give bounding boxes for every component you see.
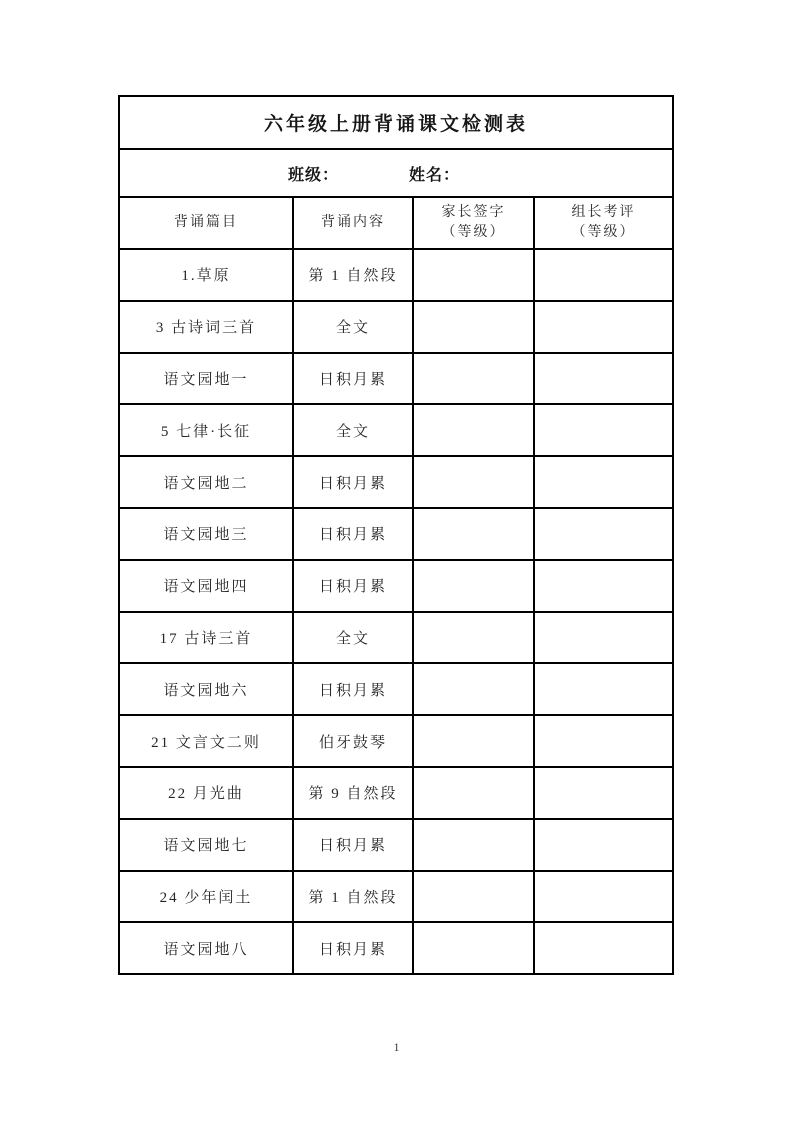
parent-signature-cell [413,404,534,456]
piece-cell: 语文园地八 [119,922,293,974]
piece-cell: 24 少年闰土 [119,871,293,923]
content-cell: 第 1 自然段 [293,249,413,301]
leader-review-cell [534,249,673,301]
content-cell: 第 1 自然段 [293,871,413,923]
piece-cell: 语文园地七 [119,819,293,871]
content-cell: 全文 [293,404,413,456]
parent-signature-cell [413,353,534,405]
col-header-parent-signature [413,197,534,249]
piece-cell: 语文园地四 [119,560,293,612]
leader-review-cell [534,612,673,664]
piece-cell: 21 文言文二则 [119,715,293,767]
leader-review-cell [534,353,673,405]
column-header-row [119,197,673,249]
content-cell: 日积月累 [293,456,413,508]
header-text: 背诵内容 [321,214,385,230]
table-row [119,249,673,301]
col-header-recitation-piece [119,197,293,249]
parent-signature-cell [413,560,534,612]
leader-review-cell [534,301,673,353]
table-row [119,819,673,871]
parent-signature-cell [413,612,534,664]
content-cell: 伯牙鼓琴 [293,715,413,767]
table-row [119,663,673,715]
header-text: 背诵篇目 [174,214,238,230]
parent-signature-cell [413,301,534,353]
content-cell: 日积月累 [293,922,413,974]
content-cell: 全文 [293,612,413,664]
piece-cell: 语文园地三 [119,508,293,560]
piece-cell: 1.草原 [119,249,293,301]
parent-signature-cell [413,456,534,508]
table-row [119,560,673,612]
content-cell: 全文 [293,301,413,353]
content-cell: 日积月累 [293,508,413,560]
content-cell: 第 9 自然段 [293,767,413,819]
header-text-line1: 组长考评 [571,204,636,220]
leader-review-cell [534,508,673,560]
content-cell: 日积月累 [293,819,413,871]
leader-review-cell [534,922,673,974]
leader-review-cell [534,456,673,508]
table-row [119,456,673,508]
table-row [119,301,673,353]
leader-review-cell [534,715,673,767]
leader-review-cell [534,871,673,923]
class-name-cell [119,149,673,197]
table-row [119,922,673,974]
col-header-leader-review [534,197,673,249]
parent-signature-cell [413,508,534,560]
content-cell: 日积月累 [293,353,413,405]
piece-cell: 5 七律·长征 [119,404,293,456]
name-label: 姓名： [409,166,461,184]
header-text-line2: （等级） [571,225,636,240]
leader-review-cell [534,404,673,456]
table-title: 六年级上册背诵课文检测表 [119,96,673,149]
table-row [119,871,673,923]
table-row [119,715,673,767]
piece-cell: 语文园地二 [119,456,293,508]
title-row [119,96,673,149]
parent-signature-cell [413,249,534,301]
piece-cell: 语文园地一 [119,353,293,405]
piece-cell: 17 古诗三首 [119,612,293,664]
table-row [119,612,673,664]
piece-cell: 3 古诗词三首 [119,301,293,353]
leader-review-cell [534,560,673,612]
col-header-recitation-content [293,197,413,249]
parent-signature-cell [413,663,534,715]
header-text-line1: 家长签字 [441,204,506,220]
table-row [119,767,673,819]
leader-review-cell [534,819,673,871]
piece-cell: 22 月光曲 [119,767,293,819]
table-row [119,353,673,405]
recitation-check-table [118,95,674,975]
piece-cell: 语文园地六 [119,663,293,715]
parent-signature-cell [413,871,534,923]
leader-review-cell [534,663,673,715]
class-label: 班级： [288,166,340,184]
header-text-line2: （等级） [441,225,506,240]
parent-signature-cell [413,922,534,974]
content-cell: 日积月累 [293,560,413,612]
page-number: 1 [393,1040,400,1054]
content-cell: 日积月累 [293,663,413,715]
leader-review-cell [534,767,673,819]
class-name-row [119,149,673,197]
parent-signature-cell [413,819,534,871]
table-row [119,404,673,456]
table-row [119,508,673,560]
parent-signature-cell [413,715,534,767]
class-name-line [120,162,672,185]
parent-signature-cell [413,767,534,819]
